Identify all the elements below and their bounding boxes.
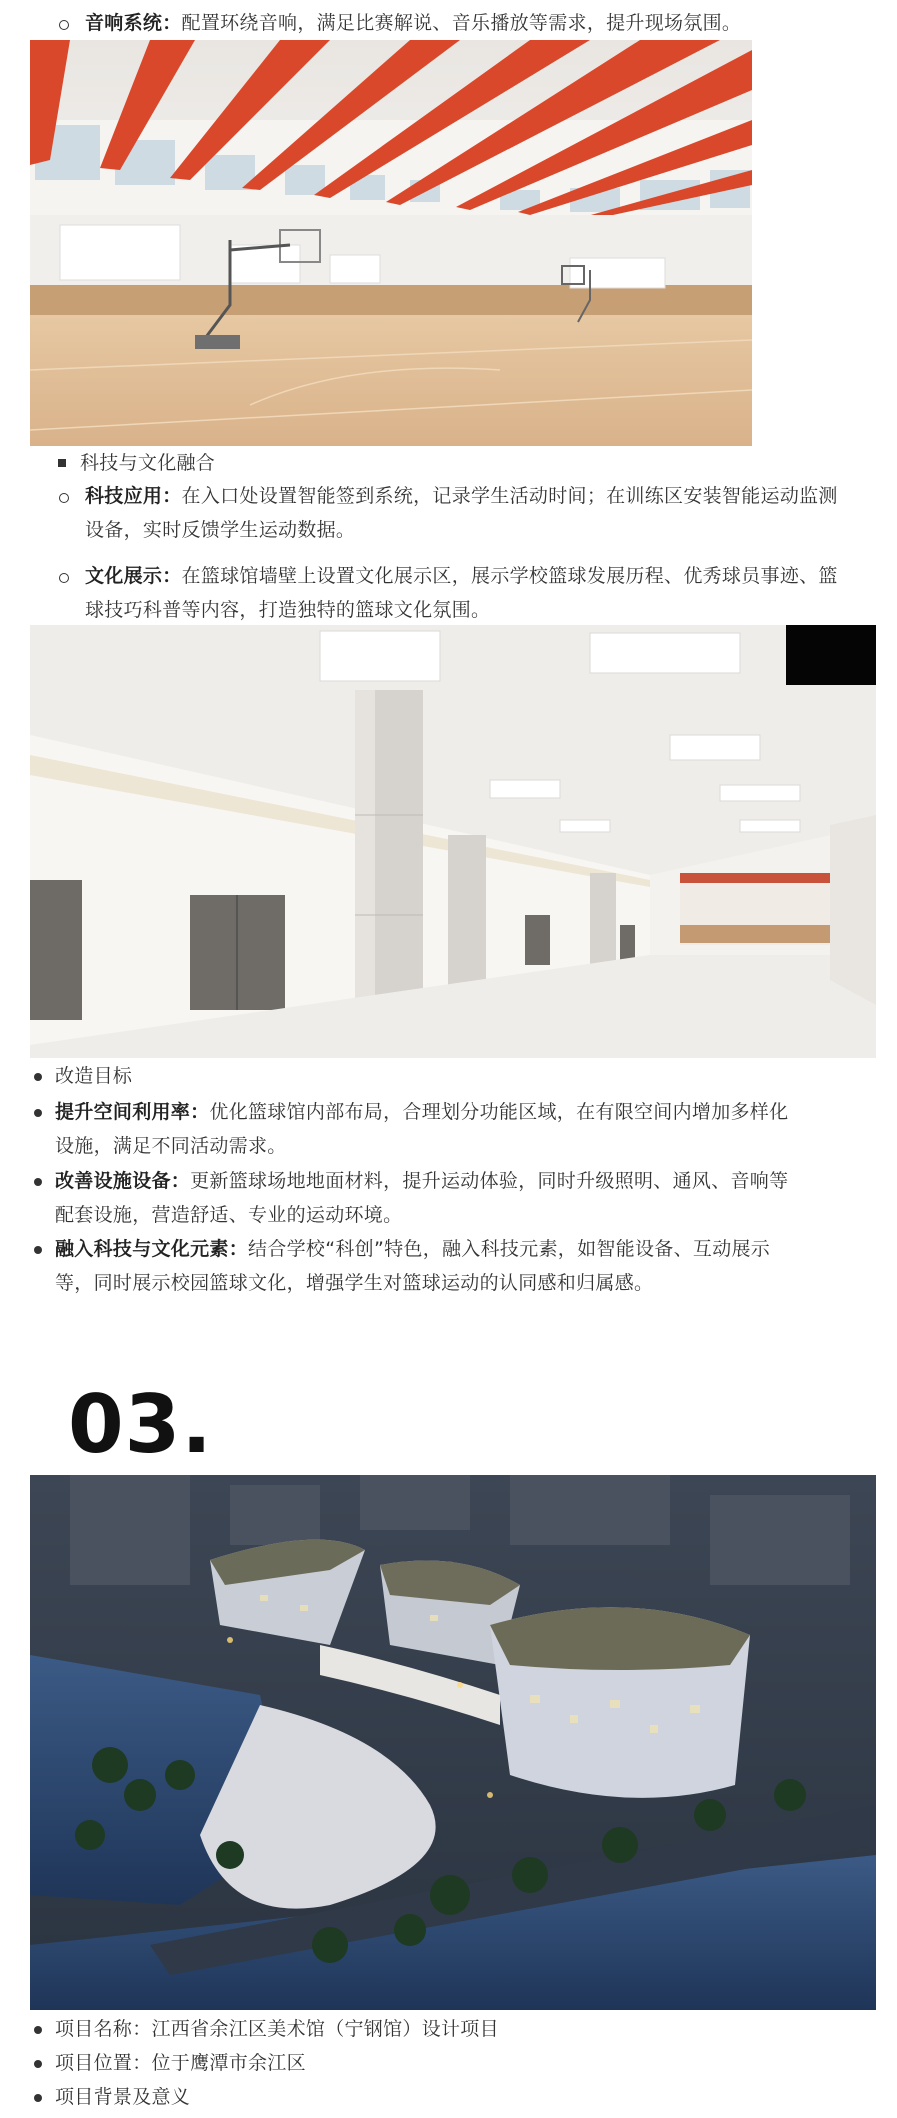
audio-item-title: 音响系统： xyxy=(85,12,182,34)
tech-application-line1 xyxy=(85,479,838,513)
culture-display-title: 文化展示： xyxy=(85,565,182,587)
goal-item-3-text: 结合学校“科创”特色，融入科技元素，如智能设备、互动展示 xyxy=(248,1238,771,1260)
goal-item-3-line1 xyxy=(55,1232,770,1266)
section-number: 03. xyxy=(68,1378,213,1471)
dot-bullet xyxy=(34,1109,42,1117)
culture-display-text: 在篮球馆墙壁上设置文化展示区，展示学校篮球发展历程、优秀球员事迹、篮 xyxy=(181,565,838,587)
gym-photo-2 xyxy=(30,625,876,1058)
goals-heading: 改造目标 xyxy=(55,1065,133,1087)
project-background: 项目背景及意义 xyxy=(55,2086,191,2108)
museum-aerial-photo xyxy=(30,1475,876,2010)
goal-item-2-line1 xyxy=(55,1164,788,1198)
project-location: 项目位置：位于鹰潭市余江区 xyxy=(55,2052,306,2074)
goal-item-3-line2: 等，同时展示校园篮球文化，增强学生对篮球运动的认同感和归属感。 xyxy=(55,1272,654,1294)
goal-item-1-line2: 设施，满足不同活动需求。 xyxy=(55,1135,287,1157)
dot-bullet xyxy=(34,1073,42,1081)
tech-application-text: 在入口处设置智能签到系统，记录学生活动时间；在训练区安装智能运动监测 xyxy=(181,485,838,507)
goal-item-1-title: 提升空间利用率： xyxy=(55,1101,210,1123)
goal-item-2-text: 更新篮球场地地面材料，提升运动体验，同时升级照明、通风、音响等 xyxy=(190,1170,789,1192)
gym-photo-1 xyxy=(30,40,752,446)
tech-application-line2: 设备，实时反馈学生运动数据。 xyxy=(85,519,356,541)
circle-bullet xyxy=(59,20,69,30)
circle-bullet xyxy=(59,493,69,503)
audio-item-body: 配置环绕音响，满足比赛解说、音乐播放等需求，提升现场氛围。 xyxy=(181,12,742,34)
gym-illustration-2 xyxy=(30,625,876,1058)
square-bullet xyxy=(58,459,66,467)
goal-item-2-line2: 配套设施，营造舒适、专业的运动环境。 xyxy=(55,1204,403,1226)
culture-display-line2: 球技巧科普等内容，打造独特的篮球文化氛围。 xyxy=(85,599,491,621)
tech-culture-heading: 科技与文化融合 xyxy=(80,452,216,474)
tech-application-title: 科技应用： xyxy=(85,485,182,507)
goal-item-2-title: 改善设施设备： xyxy=(55,1170,191,1192)
dot-bullet xyxy=(34,2026,42,2034)
dot-bullet xyxy=(34,1246,42,1254)
project-name: 项目名称：江西省余江区美术馆（宁钢馆）设计项目 xyxy=(55,2018,499,2040)
dot-bullet xyxy=(34,1178,42,1186)
gym-illustration-1 xyxy=(30,40,752,446)
culture-display-line1 xyxy=(85,559,838,593)
goal-item-1-text: 优化篮球馆内部布局，合理划分功能区域，在有限空间内增加多样化 xyxy=(209,1101,789,1123)
circle-bullet xyxy=(59,573,69,583)
goal-item-1-line1 xyxy=(55,1095,788,1129)
goal-item-3-title: 融入科技与文化元素： xyxy=(55,1238,249,1260)
dot-bullet xyxy=(34,2060,42,2068)
audio-item xyxy=(85,6,741,40)
museum-illustration xyxy=(30,1475,876,2010)
dot-bullet xyxy=(34,2094,42,2102)
